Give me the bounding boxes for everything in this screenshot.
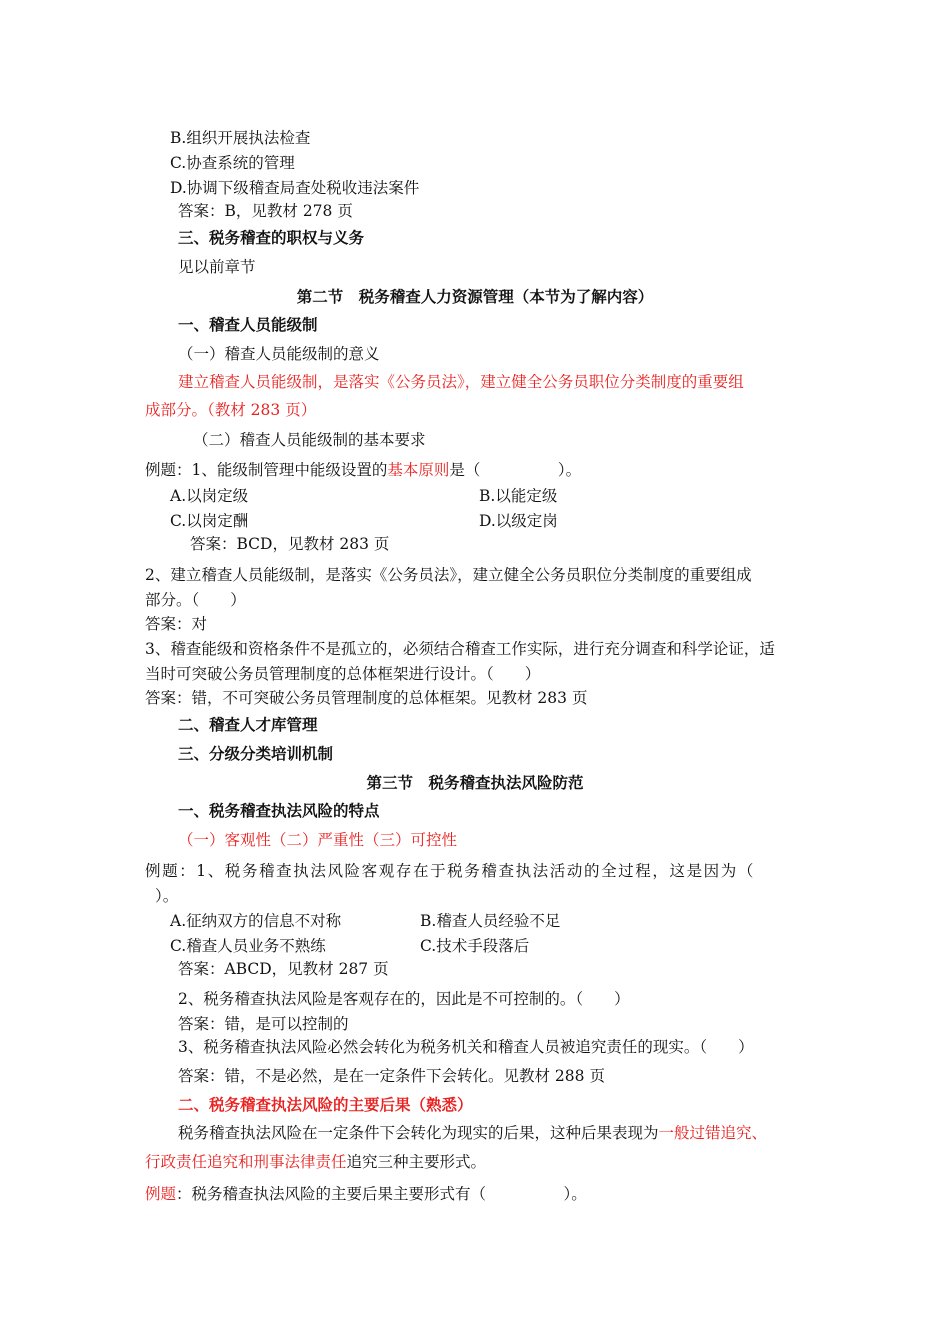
heading-talent-pool: 二、稽查人才库管理 xyxy=(178,715,318,734)
option-c: C.以岗定酬 xyxy=(170,512,249,530)
example-label: 例题 xyxy=(145,1185,177,1203)
answer-line: 答案：对 xyxy=(145,615,208,633)
option-c: C.协查系统的管理 xyxy=(170,154,295,172)
question-line: 当时可突破公务员管理制度的总体框架进行设计。（ ） xyxy=(145,665,541,683)
highlight-text: 行政责任追究和刑事法律责任 xyxy=(145,1153,347,1171)
heading-risk-consequences: 二、税务稽查执法风险的主要后果（熟悉） xyxy=(178,1095,473,1114)
red-paragraph-line: 成部分。（教材 283 页） xyxy=(145,401,317,419)
question-line: 3、税务稽查执法风险必然会转化为税务机关和稽查人员被追究责任的现实。（ ） xyxy=(178,1038,754,1056)
answer-line: 答案：错，不是必然，是在一定条件下会转化。见教材 288 页 xyxy=(178,1067,605,1085)
option-d: D.以级定岗 xyxy=(479,512,558,530)
subheading-significance: （一）稽查人员能级制的意义 xyxy=(178,345,380,363)
answer-line: 答案：B，见教材 278 页 xyxy=(178,202,353,220)
question-text: ：税务稽查执法风险的主要后果主要形式有（ ）。 xyxy=(176,1185,587,1203)
question-line: 3、稽查能级和资格条件不是孤立的，必须结合稽查工作实际，进行充分调查和科学论证，适 xyxy=(145,640,775,658)
heading-risk-features: 一、税务稽查执法风险的特点 xyxy=(178,801,380,820)
features-list: （一）客观性（二）严重性（三）可控性 xyxy=(178,831,458,849)
question-line: ）。 xyxy=(155,887,179,905)
answer-line: 答案：错，不可突破公务员管理制度的总体框架。见教材 283 页 xyxy=(145,689,588,707)
answer-line: 答案：BCD，见教材 283 页 xyxy=(190,535,390,553)
highlight-text: 一般过错追究、 xyxy=(658,1124,768,1142)
heading-grade-system: 一、稽查人员能级制 xyxy=(178,315,318,334)
question-text: 是（ ）。 xyxy=(449,461,582,479)
section-title: 第三节 税务稽查执法风险防范 xyxy=(366,773,584,792)
example-question xyxy=(145,460,581,480)
question-line: 例题：1、税务稽查执法风险客观存在于税务稽查执法活动的全过程，这是因为（ xyxy=(145,862,755,880)
body-see-previous: 见以前章节 xyxy=(178,258,256,276)
paragraph-line xyxy=(178,1123,767,1143)
final-example xyxy=(145,1184,587,1204)
question-text: 例题：1、能级制管理中能级设置的 xyxy=(145,461,388,479)
option-a: A.征纳双方的信息不对称 xyxy=(170,912,342,930)
option-d: C.技术手段落后 xyxy=(420,937,530,955)
question-line: 2、建立稽查人员能级制，是落实《公务员法》，建立健全公务员职位分类制度的重要组成 xyxy=(145,566,752,584)
option-b: B.稽查人员经验不足 xyxy=(420,912,561,930)
subheading-requirements: （二）稽查人员能级制的基本要求 xyxy=(193,431,426,449)
question-line: 部分。（ ） xyxy=(145,591,246,609)
section-title: 第二节 税务稽查人力资源管理（本节为了解内容） xyxy=(296,287,654,306)
option-b: B.以能定级 xyxy=(479,487,558,505)
paragraph-text: 税务稽查执法风险在一定条件下会转化为现实的后果，这种后果表现为 xyxy=(178,1124,659,1142)
option-a: A.以岗定级 xyxy=(170,487,249,505)
option-c: C.稽查人员业务不熟练 xyxy=(170,937,326,955)
highlight-text: 基本原则 xyxy=(387,461,450,479)
heading-duties: 三、税务稽查的职权与义务 xyxy=(178,228,365,247)
heading-training: 三、分级分类培训机制 xyxy=(178,744,334,763)
paragraph-text: 追究三种主要形式。 xyxy=(346,1153,487,1171)
red-paragraph-line: 建立稽查人员能级制，是落实《公务员法》，建立健全公务员职位分类制度的重要组 xyxy=(178,373,744,391)
answer-line: 答案：错，是可以控制的 xyxy=(178,1015,349,1033)
question-line: 2、税务稽查执法风险是客观存在的，因此是不可控制的。（ ） xyxy=(178,990,630,1008)
answer-line: 答案：ABCD，见教材 287 页 xyxy=(178,960,389,978)
option-b: B.组织开展执法检查 xyxy=(170,129,311,147)
paragraph-line xyxy=(145,1152,486,1172)
option-d: D.协调下级稽查局查处税收违法案件 xyxy=(170,179,420,197)
